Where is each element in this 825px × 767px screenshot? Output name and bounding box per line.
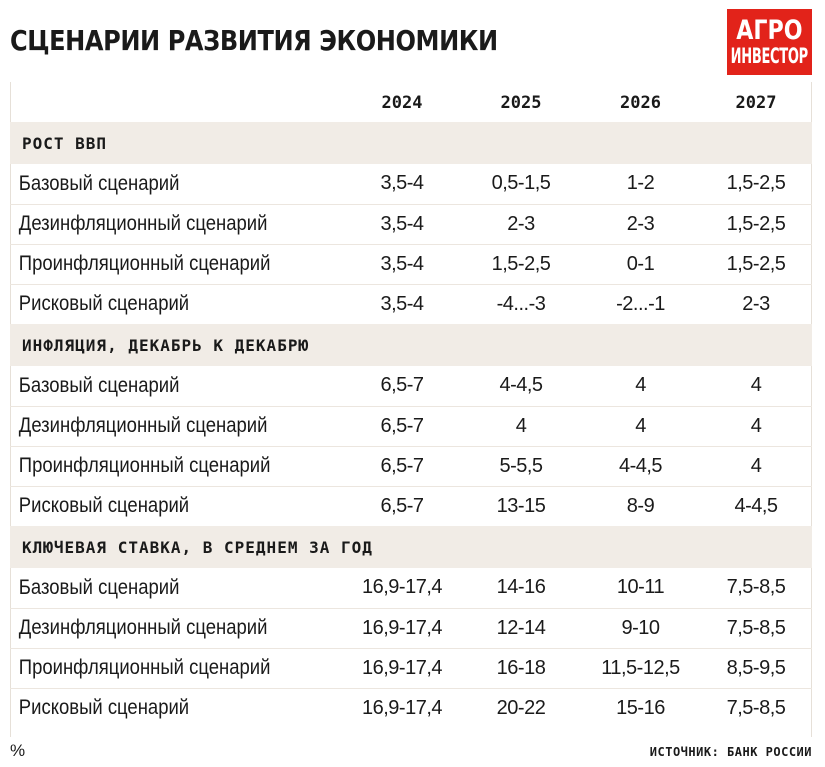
value-cell: 7,5-8,5 xyxy=(700,608,812,648)
value-cell: 12-14 xyxy=(461,608,581,648)
value-cell: 16,9-17,4 xyxy=(343,568,461,608)
value-cell: 5-5,5 xyxy=(461,446,581,486)
table-row xyxy=(10,446,812,486)
value-cell: 7,5-8,5 xyxy=(700,568,812,608)
section-title: КЛЮЧЕВАЯ СТАВКА, В СРЕДНЕМ ЗА ГОД xyxy=(22,537,373,557)
value-cell: 15-16 xyxy=(616,696,665,719)
value-cell: 11,5-12,5 xyxy=(581,648,700,688)
value-cell: 2-3 xyxy=(461,204,581,244)
table-row xyxy=(10,608,812,648)
scenario-table xyxy=(10,82,812,728)
value-cell: 10-11 xyxy=(581,568,700,608)
value-cell: 0,5-1,5 xyxy=(461,164,581,204)
value-cell: 3,5-4 xyxy=(343,204,461,244)
value-cell: -2...-1 xyxy=(616,292,665,315)
value-cell: 7,5-8,5 xyxy=(726,696,786,719)
year-header: 2024 xyxy=(381,93,423,113)
table-row xyxy=(10,486,812,526)
section-title: РОСТ ВВП xyxy=(22,133,108,153)
year-header: 2025 xyxy=(500,93,542,113)
value-cell: -4...-3 xyxy=(496,292,546,315)
section-row xyxy=(10,324,812,366)
value-cell: 16,9-17,4 xyxy=(343,648,461,688)
year-header: 2026 xyxy=(620,93,661,113)
value-cell: 1,5-2,5 xyxy=(700,244,812,284)
scenario-label: Проинфляционный сценарий xyxy=(10,446,303,486)
value-cell: 1-2 xyxy=(581,164,700,204)
scenario-label: Рисковый сценарий xyxy=(18,696,190,720)
section-row xyxy=(10,122,812,164)
section-row xyxy=(10,526,812,568)
scenario-label: Дезинфляционный сценарий xyxy=(10,608,303,648)
value-cell: 4 xyxy=(581,406,700,446)
value-cell: 4-4,5 xyxy=(581,446,700,486)
value-cell: 16,9-17,4 xyxy=(361,696,442,719)
value-cell: 6,5-7 xyxy=(380,494,424,517)
logo-line-2: ИНВЕСТОР xyxy=(730,44,809,68)
value-cell: 20-22 xyxy=(496,696,546,719)
value-cell: 13-15 xyxy=(496,494,546,517)
agroinvestor-logo xyxy=(727,9,812,75)
value-cell: 16-18 xyxy=(461,648,581,688)
value-cell: 4 xyxy=(461,406,581,446)
value-cell: 2-3 xyxy=(581,204,700,244)
scenario-label: Рисковый сценарий xyxy=(18,292,190,316)
value-cell: 8-9 xyxy=(626,494,655,517)
value-cell: 2-3 xyxy=(742,292,770,315)
value-cell: 16,9-17,4 xyxy=(343,608,461,648)
table-row xyxy=(10,204,812,244)
value-cell: 3,5-4 xyxy=(343,164,461,204)
value-cell: 4 xyxy=(700,446,812,486)
value-cell: 6,5-7 xyxy=(343,366,461,406)
value-cell: 14-16 xyxy=(461,568,581,608)
table-row xyxy=(10,284,812,324)
scenario-label: Рисковый сценарий xyxy=(18,494,190,518)
header-empty-cell xyxy=(10,82,343,122)
table-body xyxy=(10,122,812,728)
table-row xyxy=(10,688,812,728)
logo-line-1: АГРО xyxy=(736,15,803,46)
value-cell: 4-4,5 xyxy=(734,494,778,517)
table-row xyxy=(10,164,812,204)
scenario-label: Дезинфляционный сценарий xyxy=(10,204,303,244)
table-row xyxy=(10,366,812,406)
table-row xyxy=(10,406,812,446)
value-cell: 4 xyxy=(700,406,812,446)
unit-label: % xyxy=(10,741,26,760)
value-cell: 6,5-7 xyxy=(343,406,461,446)
table-row xyxy=(10,648,812,688)
value-cell: 4 xyxy=(581,366,700,406)
scenario-label: Базовый сценарий xyxy=(10,164,303,204)
value-cell: 1,5-2,5 xyxy=(700,204,812,244)
table-row xyxy=(10,568,812,608)
value-cell: 4-4,5 xyxy=(461,366,581,406)
value-cell: 3,5-4 xyxy=(380,292,424,315)
scenario-label: Проинфляционный сценарий xyxy=(10,648,303,688)
scenario-label: Базовый сценарий xyxy=(10,568,303,608)
value-cell: 1,5-2,5 xyxy=(461,244,581,284)
scenario-label: Дезинфляционный сценарий xyxy=(10,406,303,446)
source-note: ИСТОЧНИК: БАНК РОССИИ xyxy=(649,745,812,759)
year-header: 2027 xyxy=(735,93,777,113)
header-row xyxy=(10,82,812,122)
value-cell: 8,5-9,5 xyxy=(700,648,812,688)
page-title: СЦЕНАРИИ РАЗВИТИЯ ЭКОНОМИКИ xyxy=(10,24,498,57)
scenario-label: Проинфляционный сценарий xyxy=(10,244,303,284)
scenario-label: Базовый сценарий xyxy=(10,366,303,406)
value-cell: 9-10 xyxy=(581,608,700,648)
value-cell: 6,5-7 xyxy=(343,446,461,486)
value-cell: 4 xyxy=(700,366,812,406)
section-title: ИНФЛЯЦИЯ, ДЕКАБРЬ К ДЕКАБРЮ xyxy=(22,335,310,355)
value-cell: 3,5-4 xyxy=(343,244,461,284)
table-row xyxy=(10,244,812,284)
value-cell: 1,5-2,5 xyxy=(700,164,812,204)
value-cell: 0-1 xyxy=(581,244,700,284)
